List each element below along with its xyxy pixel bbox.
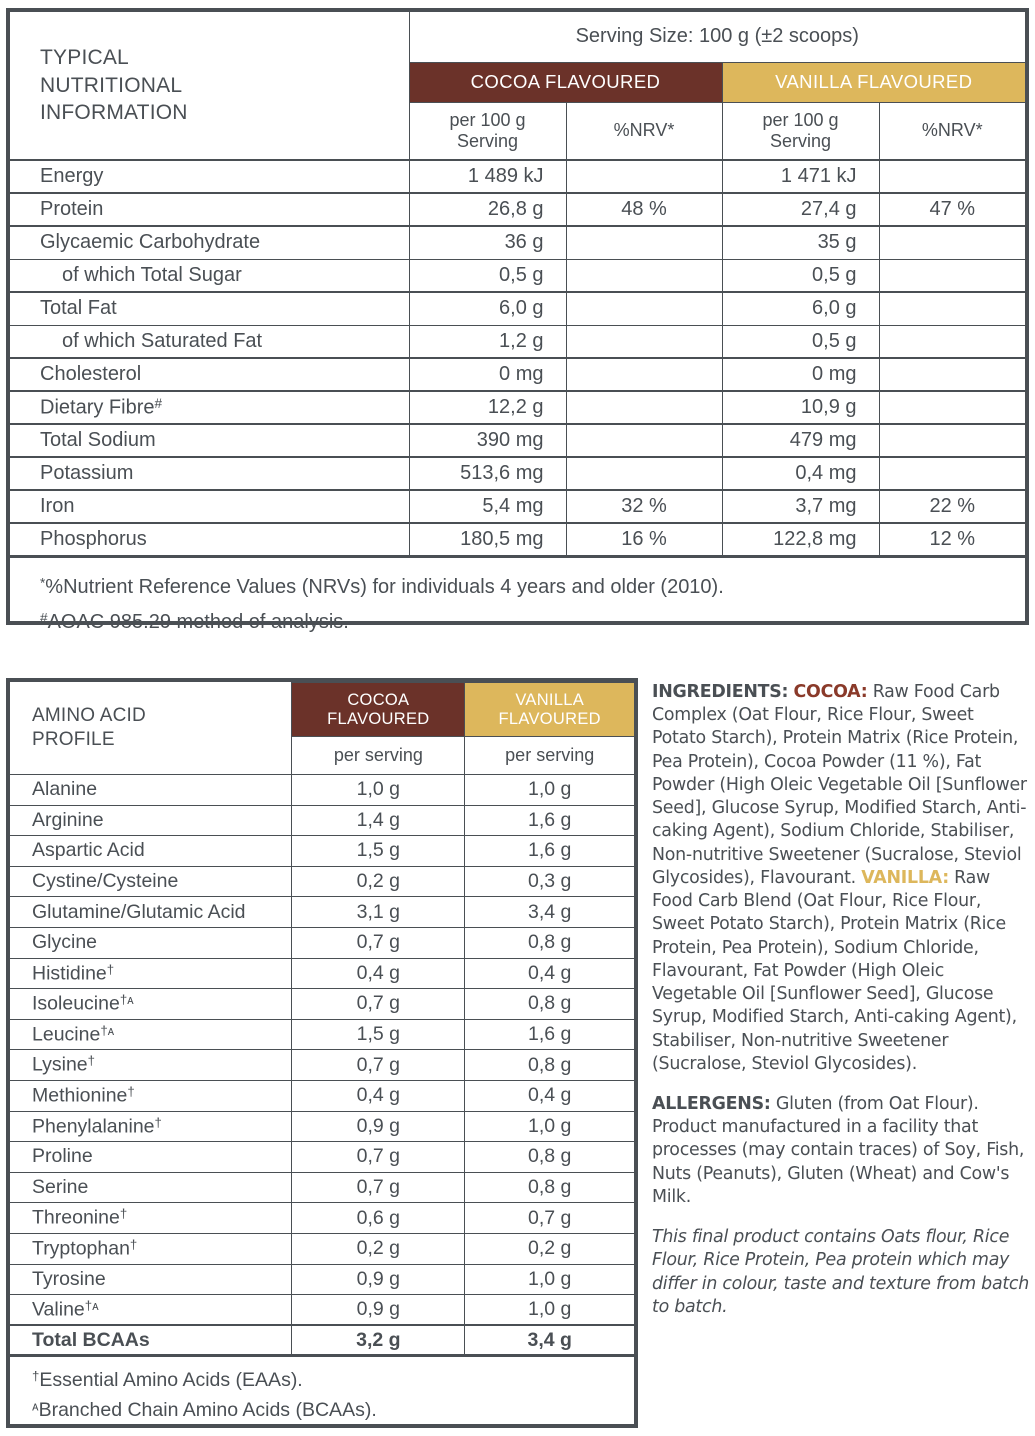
amino-flavour-cocoa-line-2: FLAVOURED	[327, 709, 430, 728]
subheader-vanilla-nrv: %NRV*	[879, 102, 1025, 160]
nutrition-title-line-2: NUTRITIONAL	[40, 73, 183, 97]
nutrition-table-foot	[10, 556, 1025, 650]
subheader-vanilla-line-2: Serving	[769, 130, 832, 151]
footnote-marker: †	[119, 1206, 128, 1222]
amino-acid-name: Alanine	[10, 775, 292, 806]
nutrient-name: Total Sodium	[10, 424, 409, 457]
amino-vanilla-value: 1,0 g	[465, 775, 634, 806]
vanilla-value: 10,9 g	[722, 391, 879, 424]
footnote-marker: #	[154, 395, 163, 411]
footnote-marker: †ᴀ	[119, 992, 134, 1008]
ingredients-vanilla-text: Raw Food Carb Blend (Oat Flour, Rice Flour, Sweet Potato Starch), Protein Matrix (Rice Protein, Pea Protein), Sodium Chloride, Flavourant, Fat Powder (High Oleic Vegetable Oil [Sunflower Seed], Glucose Syrup, Modified Starch, Anti-caking Agent), Stabiliser, Non-nutritive Sweetener (Sucralose, Steviol Glycosides).	[652, 867, 1017, 1074]
nutrition-table-body	[10, 160, 1025, 556]
amino-cocoa-value: 0,7 g	[292, 1050, 465, 1081]
amino-acid-row	[10, 1264, 634, 1295]
amino-acid-name: Tryptophan†	[10, 1233, 292, 1264]
amino-acid-name: Phenylalanine†	[10, 1111, 292, 1142]
amino-title	[10, 683, 292, 775]
amino-footnote-eaa: †Essential Amino Acids (EAAs).	[32, 1368, 303, 1392]
nutrition-row	[10, 457, 1025, 490]
cocoa-value: 1,2 g	[409, 325, 566, 358]
amino-vanilla-value: 0,7 g	[465, 1203, 634, 1234]
cocoa-nrv	[566, 160, 722, 193]
amino-acid-row	[10, 805, 634, 836]
nutrition-footnote-nrv: *%Nutrient Reference Values (NRVs) for individuals 4 years and older (2010).	[40, 574, 724, 598]
footnote-marker: †	[154, 1114, 162, 1130]
nutrition-row	[10, 523, 1025, 556]
amino-acid-row	[10, 1019, 634, 1050]
nutrient-name: Glycaemic Carbohydrate	[10, 226, 409, 259]
nutrient-name: of which Saturated Fat	[10, 325, 409, 358]
amino-cocoa-value: 0,7 g	[292, 989, 465, 1020]
vanilla-value: 35 g	[722, 226, 879, 259]
amino-acid-row	[10, 775, 634, 806]
vanilla-nrv	[879, 325, 1025, 358]
amino-acid-name: Glycine	[10, 927, 292, 958]
amino-cocoa-value: 0,6 g	[292, 1203, 465, 1234]
cocoa-nrv: 32 %	[566, 490, 722, 523]
vanilla-value: 0 mg	[722, 358, 879, 391]
amino-acid-row	[10, 927, 634, 958]
nutrition-table-head	[10, 12, 1025, 160]
vanilla-nrv	[879, 358, 1025, 391]
footnote-marker: †	[129, 1236, 138, 1252]
amino-total-row	[10, 1325, 634, 1356]
amino-flavour-vanilla-line-1: VANILLA	[515, 691, 585, 710]
nutrition-row	[10, 193, 1025, 226]
amino-acid-row	[10, 989, 634, 1020]
nutrient-name: Energy	[10, 160, 409, 193]
vanilla-value: 0,4 mg	[722, 457, 879, 490]
footnote-marker: †	[127, 1083, 135, 1099]
footnote-marker: †ᴀ	[100, 1022, 115, 1038]
nutrition-row	[10, 490, 1025, 523]
amino-acid-profile-panel	[6, 678, 638, 1428]
amino-cocoa-value: 0,9 g	[292, 1295, 465, 1326]
cocoa-nrv: 48 %	[566, 193, 722, 226]
amino-acid-name: Histidine†	[10, 958, 292, 989]
amino-cocoa-value: 0,7 g	[292, 1142, 465, 1173]
amino-acid-row	[10, 1295, 634, 1326]
amino-footnotes	[10, 1356, 634, 1433]
amino-acid-name: Isoleucine$^{\dagger ᴀ}$	[10, 989, 292, 1020]
disclaimer-paragraph: This final product contains Oats flour, Rice Flour, Rice Protein, Pea protein which may differ in colour, taste and texture from batch to batch.	[652, 1227, 1030, 1317]
nutrition-row	[10, 292, 1025, 325]
nutrient-name: Protein	[10, 193, 409, 226]
flavour-header-vanilla: VANILLA FLAVOURED	[722, 62, 1025, 102]
amino-cocoa-value: 1,4 g	[292, 805, 465, 836]
cocoa-nrv	[566, 259, 722, 292]
nutrition-row	[10, 358, 1025, 391]
cocoa-nrv	[566, 325, 722, 358]
nutrition-row	[10, 325, 1025, 358]
nutrient-name: Potassium	[10, 457, 409, 490]
amino-acid-row	[10, 1111, 634, 1142]
serving-size-row	[10, 12, 1025, 62]
amino-vanilla-value: 1,6 g	[465, 836, 634, 867]
cocoa-nrv: 16 %	[566, 523, 722, 556]
nutrition-row	[10, 259, 1025, 292]
total-bcaas-vanilla: 3,4 g	[465, 1325, 634, 1356]
amino-vanilla-value: 1,0 g	[465, 1295, 634, 1326]
amino-cocoa-value: 0,2 g	[292, 1233, 465, 1264]
amino-vanilla-value: 1,6 g	[465, 805, 634, 836]
cocoa-nrv	[566, 358, 722, 391]
amino-acid-name: Methionine†	[10, 1080, 292, 1111]
cocoa-value: 0,5 g	[409, 259, 566, 292]
amino-flavour-vanilla-line-2: FLAVOURED	[498, 709, 601, 728]
amino-vanilla-value: 0,4 g	[465, 1080, 634, 1111]
total-bcaas-label: Total BCAAs	[10, 1325, 292, 1356]
ingredients-paragraph	[652, 681, 1030, 1076]
amino-vanilla-value: 1,0 g	[465, 1264, 634, 1295]
amino-cocoa-value: 1,0 g	[292, 775, 465, 806]
cocoa-value: 5,4 mg	[409, 490, 566, 523]
amino-table-head	[10, 683, 634, 775]
cocoa-nrv	[566, 391, 722, 424]
vanilla-nrv: 47 %	[879, 193, 1025, 226]
amino-vanilla-value: 0,4 g	[465, 958, 634, 989]
vanilla-value: 3,7 mg	[722, 490, 879, 523]
amino-vanilla-value: 1,0 g	[465, 1111, 634, 1142]
cocoa-value: 513,6 mg	[409, 457, 566, 490]
vanilla-value: 1 471 kJ	[722, 160, 879, 193]
vanilla-value: 0,5 g	[722, 259, 879, 292]
nutrition-footnote-aoac: #AOAC 985.29 method of analysis.	[40, 609, 349, 633]
subheader-cocoa-per-serving	[409, 102, 566, 160]
cocoa-value: 390 mg	[409, 424, 566, 457]
amino-acid-name: Serine	[10, 1172, 292, 1203]
nutrition-row	[10, 424, 1025, 457]
amino-acid-name: Threonine†	[10, 1203, 292, 1234]
vanilla-value: 27,4 g	[722, 193, 879, 226]
amino-acid-name: Proline	[10, 1142, 292, 1173]
footnote-marker: †ᴀ	[84, 1297, 99, 1313]
amino-title-line-2: PROFILE	[32, 729, 115, 751]
vanilla-nrv	[879, 424, 1025, 457]
allergens-paragraph	[652, 1093, 1030, 1209]
amino-subheader-vanilla: per serving	[465, 737, 634, 775]
ingredients-cocoa-text: Raw Food Carb Complex (Oat Flour, Rice Flour, Sweet Potato Starch), Protein Matrix (Rice Protein, Pea Protein), Cocoa Powder (11 %), Fat Powder (High Oleic Vegetable Oil [Sunflower Seed], Glucose Syrup, Modified Starch, Anti-caking Agent), Sodium Chloride, Stabiliser, Non-nutritive Sweetener (Sucralose, Steviol Glycosides), Flavourant.	[652, 682, 1027, 888]
subheader-vanilla-per-serving	[722, 102, 879, 160]
product-info-column	[652, 681, 1030, 1319]
total-bcaas-cocoa: 3,2 g	[292, 1325, 465, 1356]
amino-acid-name: Tyrosine	[10, 1264, 292, 1295]
cocoa-value: 0 mg	[409, 358, 566, 391]
nutrition-row	[10, 160, 1025, 193]
nutrition-title	[10, 12, 409, 160]
amino-cocoa-value: 1,5 g	[292, 836, 465, 867]
ingredients-cocoa-label: COCOA:	[793, 682, 868, 702]
nutrition-row	[10, 391, 1025, 424]
amino-acid-row	[10, 1050, 634, 1081]
cocoa-value: 1 489 kJ	[409, 160, 566, 193]
nutrient-name: of which Total Sugar	[10, 259, 409, 292]
nutrition-footnotes	[10, 556, 1025, 650]
nutrient-name: Iron	[10, 490, 409, 523]
footnote-marker: †	[106, 961, 115, 977]
vanilla-value: 0,5 g	[722, 325, 879, 358]
amino-cocoa-value: 0,4 g	[292, 958, 465, 989]
amino-acid-row	[10, 1203, 634, 1234]
subheader-cocoa-line-2: Serving	[456, 130, 519, 151]
nutrient-name: Total Fat	[10, 292, 409, 325]
vanilla-nrv: 12 %	[879, 523, 1025, 556]
vanilla-nrv	[879, 292, 1025, 325]
amino-acid-name: Lysine†	[10, 1050, 292, 1081]
ingredients-label: INGREDIENTS:	[652, 682, 789, 702]
vanilla-value: 6,0 g	[722, 292, 879, 325]
amino-acid-row	[10, 1233, 634, 1264]
amino-cocoa-value: 0,7 g	[292, 927, 465, 958]
amino-acid-row	[10, 866, 634, 897]
amino-flavour-header-vanilla	[465, 683, 634, 737]
amino-acid-row	[10, 1172, 634, 1203]
vanilla-nrv: 22 %	[879, 490, 1025, 523]
cocoa-value: 12,2 g	[409, 391, 566, 424]
amino-cocoa-value: 0,9 g	[292, 1264, 465, 1295]
amino-subheader-cocoa: per serving	[292, 737, 465, 775]
amino-vanilla-value: 1,6 g	[465, 1019, 634, 1050]
vanilla-nrv	[879, 160, 1025, 193]
amino-acid-name: Valine$^{\dagger ᴀ}$	[10, 1295, 292, 1326]
vanilla-value: 122,8 mg	[722, 523, 879, 556]
amino-cocoa-value: 1,5 g	[292, 1019, 465, 1050]
amino-acid-row	[10, 897, 634, 928]
cocoa-nrv	[566, 226, 722, 259]
footnote-marker: †	[87, 1053, 96, 1069]
amino-footnote-bcaa: $^ᴀ$Branched Chain Amino Acids (BCAAs).	[32, 1397, 377, 1421]
flavour-header-cocoa: COCOA FLAVOURED	[409, 62, 722, 102]
amino-acid-table	[10, 682, 634, 1433]
vanilla-value: 479 mg	[722, 424, 879, 457]
cocoa-nrv	[566, 424, 722, 457]
amino-vanilla-value: 3,4 g	[465, 897, 634, 928]
amino-acid-row	[10, 958, 634, 989]
amino-cocoa-value: 3,1 g	[292, 897, 465, 928]
amino-table-body	[10, 775, 634, 1356]
amino-cocoa-value: 0,4 g	[292, 1080, 465, 1111]
amino-vanilla-value: 0,8 g	[465, 989, 634, 1020]
amino-flavour-header-cocoa	[292, 683, 465, 737]
amino-acid-row	[10, 1080, 634, 1111]
allergens-text: Gluten (from Oat Flour). Product manufactured in a facility that processes (may contain traces) of Soy, Fish, Nuts (Peanuts), Gluten (Wheat) and Cow's Milk.	[652, 1093, 1025, 1207]
nutrient-name: Cholesterol	[10, 358, 409, 391]
amino-vanilla-value: 0,8 g	[465, 927, 634, 958]
subheader-cocoa-nrv: %NRV*	[566, 102, 722, 160]
amino-acid-row	[10, 836, 634, 867]
cocoa-value: 180,5 mg	[409, 523, 566, 556]
amino-cocoa-value: 0,7 g	[292, 1172, 465, 1203]
cocoa-nrv	[566, 457, 722, 490]
amino-vanilla-value: 0,8 g	[465, 1142, 634, 1173]
nutrition-title-line-3: INFORMATION	[40, 101, 188, 125]
amino-acid-name: Arginine	[10, 805, 292, 836]
nutrition-table	[10, 12, 1025, 650]
cocoa-nrv	[566, 292, 722, 325]
amino-table-foot	[10, 1356, 634, 1433]
amino-cocoa-value: 0,9 g	[292, 1111, 465, 1142]
nutrition-row	[10, 226, 1025, 259]
amino-vanilla-value: 0,8 g	[465, 1050, 634, 1081]
cocoa-value: 36 g	[409, 226, 566, 259]
amino-vanilla-value: 0,8 g	[465, 1172, 634, 1203]
vanilla-nrv	[879, 259, 1025, 292]
allergens-label: ALLERGENS:	[652, 1093, 771, 1114]
amino-vanilla-value: 0,3 g	[465, 866, 634, 897]
amino-cocoa-value: 0,2 g	[292, 866, 465, 897]
cocoa-value: 6,0 g	[409, 292, 566, 325]
subheader-vanilla-line-1: per 100 g	[762, 110, 839, 131]
nutrition-title-line-1: TYPICAL	[40, 45, 129, 69]
vanilla-nrv	[879, 457, 1025, 490]
amino-acid-name: Glutamine/Glutamic Acid	[10, 897, 292, 928]
amino-acid-name: Leucine$^{\dagger ᴀ}$	[10, 1019, 292, 1050]
subheader-cocoa-line-1: per 100 g	[449, 110, 526, 131]
cocoa-value: 26,8 g	[409, 193, 566, 226]
amino-title-line-1: AMINO ACID	[32, 704, 146, 726]
nutrition-information-panel	[6, 8, 1029, 633]
nutrient-name: Dietary Fibre#	[10, 391, 409, 424]
amino-flavour-header-row	[10, 683, 634, 737]
serving-size-label: Serving Size: 100 g (±2 scoops)	[409, 12, 1025, 62]
ingredients-vanilla-label: VANILLA:	[861, 867, 949, 888]
amino-vanilla-value: 0,2 g	[465, 1233, 634, 1264]
amino-acid-name: Aspartic Acid	[10, 836, 292, 867]
vanilla-nrv	[879, 391, 1025, 424]
nutrient-name: Phosphorus	[10, 523, 409, 556]
amino-acid-row	[10, 1142, 634, 1173]
amino-flavour-cocoa-line-1: COCOA	[347, 691, 410, 710]
amino-acid-name: Cystine/Cysteine	[10, 866, 292, 897]
vanilla-nrv	[879, 226, 1025, 259]
